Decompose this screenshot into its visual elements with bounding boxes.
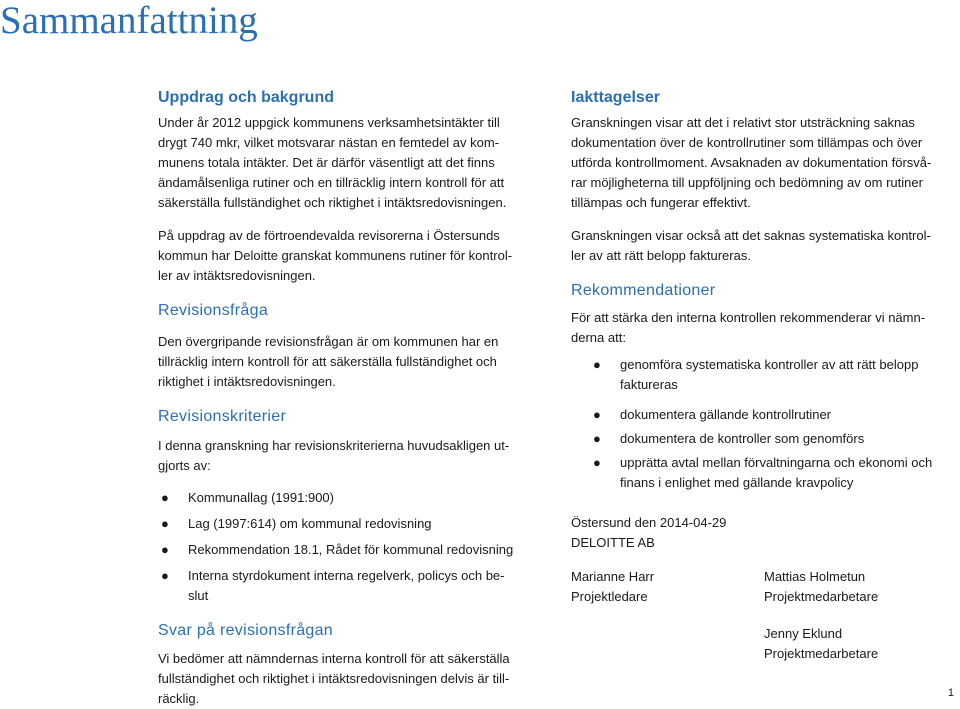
section-uppdrag bbox=[158, 87, 540, 286]
revisionskriterier-intro: I denna granskning har revisionskriterierna huvudsakligen ut- gjorts av: bbox=[158, 438, 510, 473]
list-item bbox=[158, 566, 540, 606]
bullet-icon: ● bbox=[161, 516, 169, 531]
section-revisionskriterier bbox=[158, 406, 540, 606]
bullet-icon: ● bbox=[161, 542, 169, 557]
heading-revisionskriterier: Revisionskriterier bbox=[158, 408, 287, 425]
page-title: Sammanfattning bbox=[0, 0, 258, 42]
bullet-icon: ● bbox=[593, 357, 601, 372]
list-item bbox=[593, 453, 956, 493]
company-name: DELOITTE AB bbox=[571, 535, 655, 550]
list-item bbox=[158, 514, 540, 534]
heading-iakttagelser: Iakttagelser bbox=[571, 89, 660, 106]
iakttagelser-paragraph-1: Granskningen visar att det i relativt stor utsträckning saknas dokumentation över de kontrollrutiner som tillämpas och över utförda kontrollmoment. Avsaknaden av dokumentation försvå- rar möjligheterna till uppföljning och bedömning av om rutiner tillämpas och fungerar effektivt. bbox=[571, 115, 932, 210]
heading-uppdrag: Uppdrag och bakgrund bbox=[158, 89, 334, 106]
bullet-icon: ● bbox=[593, 431, 601, 446]
signer bbox=[764, 624, 878, 664]
list-item-text: genomföra systematiska kontroller av att rätt belopp faktureras bbox=[620, 357, 919, 392]
list-item-text: dokumentera de kontroller som genomförs bbox=[620, 431, 865, 446]
recommendations-list bbox=[593, 355, 956, 493]
signer-name: Marianne Harr bbox=[571, 569, 655, 584]
rekommendationer-intro: För att stärka den interna kontrollen rekommenderar vi nämn- derna att: bbox=[571, 310, 926, 345]
signer-role: Projektmedarbetare bbox=[764, 646, 879, 661]
bullet-icon: ● bbox=[593, 407, 601, 422]
section-iakttagelser bbox=[571, 87, 956, 266]
list-item bbox=[158, 488, 540, 508]
place-date: Östersund den 2014-04-29 bbox=[571, 515, 727, 530]
list-item-text: dokumentera gällande kontrollrutiner bbox=[620, 407, 832, 422]
list-item bbox=[593, 429, 956, 449]
iakttagelser-paragraph-2: Granskningen visar också att det saknas systematiska kontrol- ler av att rätt belopp faktureras. bbox=[571, 228, 931, 263]
signer-role: Projektmedarbetare bbox=[764, 589, 879, 604]
criteria-list bbox=[158, 488, 540, 606]
uppdrag-paragraph-1: Under år 2012 uppgick kommunens verksamhetsintäkter till drygt 740 mkr, vilket motsvarar nästan en femtedel av kom- munens totala intäkter. Det är därför väsentligt att det finns ändamålsenliga rutiner och en tillräcklig intern kontroll för att säkerställa fullständighet och riktighet i intäktsredovisningen. bbox=[158, 115, 507, 210]
list-item bbox=[593, 355, 956, 395]
right-column bbox=[571, 87, 956, 664]
bullet-icon: ● bbox=[593, 455, 601, 470]
heading-svar: Svar på revisionsfrågan bbox=[158, 622, 333, 639]
list-item-text: Rekommendation 18.1, Rådet för kommunal redovisning bbox=[188, 542, 514, 557]
signer bbox=[764, 567, 878, 607]
list-item-text: Interna styrdokument interna regelverk, policys och be- slut bbox=[188, 568, 505, 603]
list-item-text: Kommunallag (1991:900) bbox=[188, 490, 334, 505]
heading-revisionsfraga: Revisionsfråga bbox=[158, 302, 269, 319]
signature-block bbox=[571, 513, 956, 664]
section-svar bbox=[158, 620, 540, 709]
svar-paragraph: Vi bedömer att nämndernas interna kontroll för att säkerställa fullständighet och riktighet i intäktsredovisningen delvis är till- räcklig. bbox=[158, 651, 510, 706]
signer-role: Projektledare bbox=[571, 589, 648, 604]
heading-rekommendationer: Rekommendationer bbox=[571, 282, 716, 299]
list-item bbox=[593, 405, 956, 425]
signer-name: Mattias Holmetun bbox=[764, 569, 866, 584]
revisionsfraga-paragraph: Den övergripande revisionsfrågan är om kommunen har en tillräcklig intern kontroll för att säkerställa fullständighet och riktighet i intäktsredovisningen. bbox=[158, 334, 499, 389]
signature-row-2 bbox=[571, 624, 956, 664]
signer bbox=[571, 567, 654, 607]
list-item-text: Lag (1997:614) om kommunal redovisning bbox=[188, 516, 432, 531]
list-item-text: upprätta avtal mellan förvaltningarna och ekonomi och finans i enlighet med gällande kravpolicy bbox=[620, 455, 933, 490]
signer-name: Jenny Eklund bbox=[764, 626, 843, 641]
uppdrag-paragraph-2: På uppdrag av de förtroendevalda revisorerna i Östersunds kommun har Deloitte granskat kommunens rutiner för kontrol- ler av intäktsredovisningen. bbox=[158, 228, 513, 283]
page-number: 1 bbox=[947, 687, 954, 699]
bullet-icon: ● bbox=[161, 568, 169, 583]
signature-row-1 bbox=[571, 567, 956, 607]
list-item bbox=[158, 540, 540, 560]
bullet-icon: ● bbox=[161, 490, 169, 505]
section-revisionsfraga bbox=[158, 300, 540, 392]
left-column bbox=[158, 87, 540, 709]
section-rekommendationer bbox=[571, 280, 956, 493]
